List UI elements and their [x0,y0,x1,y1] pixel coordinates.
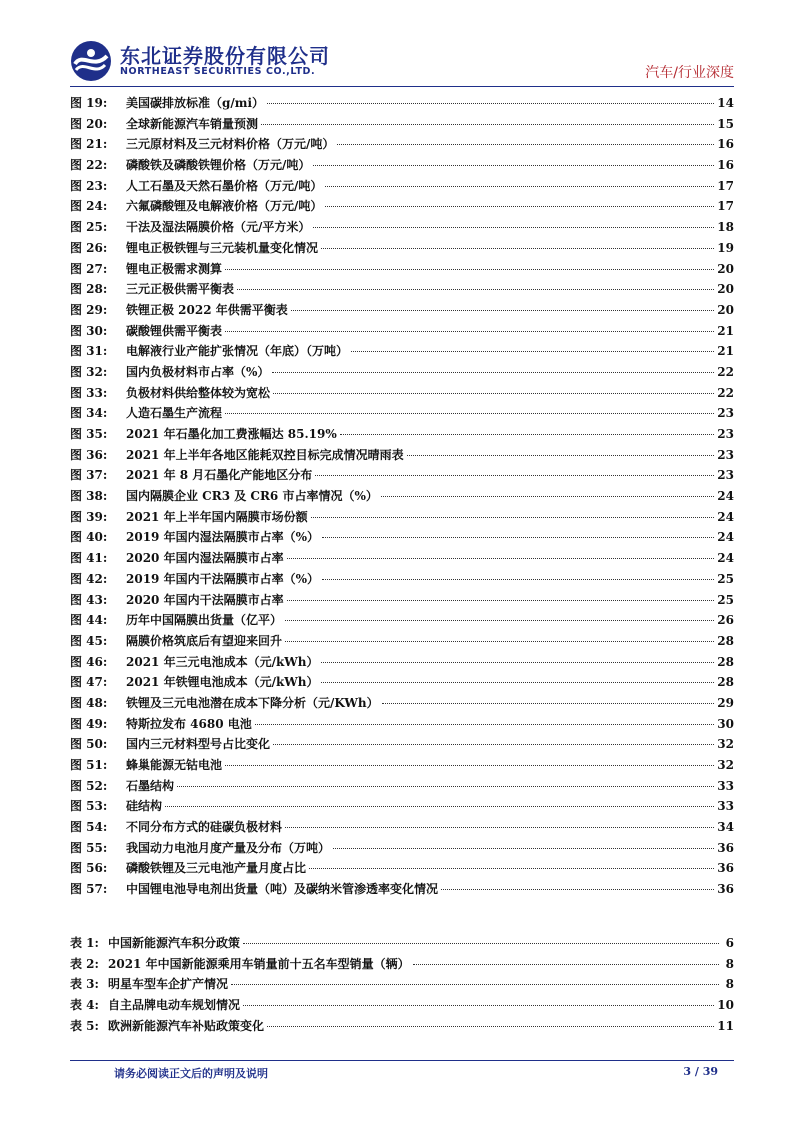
entry-label: 图 56: [70,861,108,876]
figure-entry[interactable] [70,363,734,384]
entry-label: 图 44: [70,613,108,628]
entry-page: 21 [717,323,734,338]
entry-title: 中国锂电池导电剂出货量（吨）及碳纳米管渗透率变化情况 [126,882,439,897]
entry-label: 图 36: [70,447,108,462]
entry-label: 图 25: [70,220,108,235]
entry-page: 16 [717,137,734,152]
entry-page: 23 [717,468,734,483]
dot-leader [177,786,714,787]
entry-title: 2021 年上半年各地区能耗双控目标完成情况晴雨表 [126,447,404,462]
dot-leader [413,964,719,965]
entry-label: 图 53: [70,799,108,814]
figure-entry[interactable] [70,570,734,591]
entry-page: 23 [717,447,734,462]
entry-label: 图 33: [70,385,108,400]
entry-title: 锂电正极铁锂与三元装机量变化情况 [126,240,319,255]
dot-leader [309,868,714,869]
dot-leader [237,289,714,290]
dot-leader [287,600,715,601]
entry-page: 25 [717,571,734,586]
figure-entry[interactable] [70,218,734,239]
figure-entry[interactable] [70,880,734,901]
entry-label: 图 48: [70,695,108,710]
entry-label: 图 21: [70,137,108,152]
figure-entry[interactable] [70,797,734,818]
entry-title: 国内三元材料型号占比变化 [126,737,271,752]
figure-entry[interactable] [70,735,734,756]
entry-page: 30 [717,716,734,731]
entry-title: 锂电正极需求测算 [126,261,223,276]
entry-title: 三元原材料及三元材料价格（万元/吨） [126,137,335,152]
table-entry[interactable] [70,955,734,976]
dot-leader [165,806,714,807]
entry-label: 图 49: [70,716,108,731]
dot-leader [231,984,719,985]
dot-leader [243,943,719,944]
entry-page: 19 [717,240,734,255]
entry-page: 23 [717,406,734,421]
entry-page: 20 [717,261,734,276]
dot-leader [287,558,715,559]
entry-label: 图 51: [70,758,108,772]
figure-entry[interactable] [70,508,734,529]
entry-title: 全球新能源汽车销量预测 [126,116,259,131]
entry-title: 磷酸铁锂及三元电池产量月度占比 [126,861,307,876]
entry-title: 2020 年国内干法隔膜市占率 [126,592,284,607]
entry-page: 36 [717,840,734,855]
entry-title: 磷酸铁及磷酸铁锂价格（万元/吨） [126,158,311,173]
figure-entry[interactable] [70,301,734,322]
entry-label: 图 29: [70,302,108,317]
dot-leader [285,620,714,621]
entry-title: 电解液行业产能扩张情况（年底）（万吨） [126,344,349,359]
entry-title: 2019 年国内干法隔膜市占率（%） [126,571,319,586]
dot-leader [407,455,715,456]
entry-label: 图 45: [70,633,108,648]
entry-page: 28 [717,675,734,690]
entry-label: 图 47: [70,675,108,690]
entry-label: 图 38: [70,489,108,504]
entry-page: 36 [717,882,734,897]
dot-leader [261,124,714,125]
dot-leader [313,165,714,166]
table-entry[interactable] [70,934,734,955]
figure-entry[interactable] [70,715,734,736]
entry-page: 32 [717,758,734,772]
dot-leader [337,144,714,145]
dot-leader [321,662,714,663]
entry-page: 34 [717,820,734,835]
entry-page: 16 [717,158,734,173]
entry-title: 六氟磷酸锂及电解液价格（万元/吨） [126,199,323,214]
entry-title: 碳酸锂供需平衡表 [126,323,223,338]
entry-page: 15 [717,116,734,131]
entry-title: 美国碳排放标准（g/mi） [126,96,265,110]
dot-leader [325,206,714,207]
entry-page: 26 [717,613,734,628]
entry-label: 表 2: [70,956,99,971]
entry-title: 干法及湿法隔膜价格（元/平方米） [126,220,311,235]
figure-entry[interactable] [70,549,734,570]
dot-leader [325,186,714,187]
entry-title: 隔膜价格筑底后有望迎来回升 [126,633,283,648]
entry-page: 33 [717,778,734,793]
entry-label: 图 20: [70,116,108,131]
figure-entry[interactable] [70,115,734,136]
figure-entry[interactable] [70,859,734,880]
entry-title: 2021 年 8 月石墨化产能地区分布 [126,468,313,483]
figure-list [70,94,734,901]
entry-title: 2020 年国内湿法隔膜市占率 [126,551,284,566]
entry-title: 不同分布方式的硅碳负极材料 [126,820,283,835]
entry-page: 22 [717,385,734,400]
entry-label: 图 39: [70,509,108,524]
dot-leader [321,248,714,249]
figure-entry[interactable] [70,756,734,777]
entry-page: 24 [717,530,734,545]
entry-page: 33 [717,799,734,814]
entry-label: 图 27: [70,261,108,276]
dot-leader [311,517,715,518]
entry-page: 8 [725,977,734,992]
entry-page: 14 [717,96,734,110]
report-category: 汽车/行业深度 [645,65,734,81]
entry-title: 2021 年三元电池成本（元/kWh） [126,654,319,669]
entry-page: 18 [717,220,734,235]
dot-leader [291,310,715,311]
entry-label: 图 24: [70,199,108,214]
figure-entry[interactable] [70,632,734,653]
figure-entry[interactable] [70,135,734,156]
dot-leader [340,434,715,435]
dot-leader [225,269,714,270]
entry-label: 表 1: [70,936,99,950]
dot-leader [381,496,714,497]
entry-title: 明星车型车企扩产情况 [108,977,229,992]
entry-label: 图 54: [70,820,108,835]
entry-page: 22 [717,364,734,379]
figure-entry[interactable] [70,260,734,281]
entry-label: 图 46: [70,654,108,669]
table-entry[interactable] [70,1017,734,1038]
entry-title: 2021 年中国新能源乘用车销量前十五名车型销量（辆） [108,956,410,971]
dot-leader [285,827,714,828]
figure-entry[interactable] [70,673,734,694]
entry-title: 2021 年石墨化加工费涨幅达 85.19% [126,427,337,441]
entry-title: 历年中国隔膜出货量（亿平） [126,613,283,628]
dot-leader [225,765,714,766]
dot-leader [267,103,714,104]
figure-entry[interactable] [70,528,734,549]
disclaimer-note: 请务必阅读正文后的声明及说明 [114,1067,268,1080]
entry-page: 11 [717,1018,734,1033]
figure-entry[interactable] [70,404,734,425]
page-header [70,38,734,84]
figure-entry[interactable] [70,342,734,363]
company-name-en: NORTHEAST SECURITIES CO.,LTD. [120,66,316,77]
header-divider [70,86,734,87]
figure-entry[interactable] [70,694,734,715]
entry-page: 21 [717,344,734,359]
dot-leader [243,1005,714,1006]
figure-entry[interactable] [70,177,734,198]
entry-label: 图 50: [70,737,108,752]
dot-leader [273,744,714,745]
entry-title: 人工石墨及天然石墨价格（万元/吨） [126,178,323,193]
figure-entry[interactable] [70,446,734,467]
entry-page: 20 [717,302,734,317]
entry-label: 图 26: [70,240,108,255]
footer-divider [70,1060,734,1061]
dot-leader [321,682,714,683]
entry-title: 自主品牌电动车规划情况 [108,998,241,1013]
entry-title: 国内负极材料市占率（%） [126,364,270,379]
entry-label: 图 23: [70,178,108,193]
entry-title: 2019 年国内湿法隔膜市占率（%） [126,530,319,545]
entry-page: 8 [725,956,734,971]
figure-entry[interactable] [70,322,734,343]
entry-page: 10 [717,998,734,1013]
entry-page: 17 [717,178,734,193]
entry-label: 表 5: [70,1018,99,1033]
entry-label: 图 37: [70,468,108,483]
dot-leader [272,372,714,373]
figure-entry[interactable] [70,384,734,405]
figure-entry[interactable] [70,280,734,301]
entry-label: 图 57: [70,882,108,897]
figure-entry[interactable] [70,818,734,839]
company-logo-icon [70,40,112,82]
page-number: 3 / 39 [683,1065,718,1078]
entry-title: 铁锂及三元电池潜在成本下降分析（元/KWh） [126,695,379,710]
dot-leader [322,537,714,538]
dot-leader [333,848,714,849]
entry-label: 图 43: [70,592,108,607]
entry-page: 28 [717,633,734,648]
entry-page: 24 [717,509,734,524]
figure-entry[interactable] [70,611,734,632]
entry-label: 图 31: [70,344,108,359]
dot-leader [225,331,714,332]
entry-label: 表 4: [70,998,99,1013]
entry-page: 28 [717,654,734,669]
figure-entry[interactable] [70,487,734,508]
figure-entry[interactable] [70,653,734,674]
entry-title: 石墨结构 [126,778,175,793]
entry-label: 图 19: [70,96,108,110]
figure-entry[interactable] [70,425,734,446]
entry-page: 20 [717,282,734,297]
entry-page: 24 [717,489,734,504]
figure-entry[interactable] [70,156,734,177]
dot-leader [273,393,714,394]
entry-label: 图 30: [70,323,108,338]
figure-entry[interactable] [70,591,734,612]
dot-leader [225,413,714,414]
figure-entry[interactable] [70,239,734,260]
entry-page: 25 [717,592,734,607]
figure-entry[interactable] [70,839,734,860]
entry-title: 特斯拉发布 4680 电池 [126,716,252,731]
entry-label: 图 41: [70,551,108,566]
entry-label: 图 42: [70,571,108,586]
dot-leader [382,703,715,704]
entry-title: 2021 年铁锂电池成本（元/kWh） [126,675,319,690]
entry-label: 图 28: [70,282,108,297]
dot-leader [351,351,714,352]
entry-label: 图 22: [70,158,108,173]
figure-entry[interactable] [70,197,734,218]
entry-label: 图 52: [70,778,108,793]
entry-page: 6 [725,936,734,950]
entry-page: 32 [717,737,734,752]
entry-title: 蜂巢能源无钴电池 [126,758,223,772]
entry-title: 欧洲新能源汽车补贴政策变化 [108,1018,265,1033]
entry-label: 图 55: [70,840,108,855]
entry-title: 负极材料供给整体较为宽松 [126,385,271,400]
entry-title: 铁锂正极 2022 年供需平衡表 [126,302,288,317]
entry-title: 人造石墨生产流程 [126,406,223,421]
entry-page: 36 [717,861,734,876]
figure-entry[interactable] [70,777,734,798]
dot-leader [322,579,714,580]
dot-leader [313,227,714,228]
dot-leader [255,724,715,725]
entry-page: 24 [717,551,734,566]
entry-title: 2021 年上半年国内隔膜市场份额 [126,509,308,524]
figure-entry[interactable] [70,94,734,115]
entry-title: 国内隔膜企业 CR3 及 CR6 市占率情况（%） [126,489,378,504]
entry-title: 中国新能源汽车积分政策 [108,936,241,950]
entry-title: 我国动力电池月度产量及分布（万吨） [126,840,331,855]
entry-page: 23 [717,427,734,441]
dot-leader [441,889,714,890]
entry-title: 硅结构 [126,799,163,814]
entry-label: 图 40: [70,530,108,545]
dot-leader [285,641,714,642]
dot-leader [267,1026,714,1027]
entry-page: 17 [717,199,734,214]
entry-label: 图 32: [70,364,108,379]
entry-label: 图 35: [70,427,108,441]
entry-label: 表 3: [70,977,99,992]
company-name-cn: 东北证券股份有限公司 [120,44,330,68]
dot-leader [315,475,714,476]
table-entry[interactable] [70,996,734,1017]
entry-page: 29 [717,695,734,710]
figure-entry[interactable] [70,466,734,487]
entry-label: 图 34: [70,406,108,421]
table-entry[interactable] [70,975,734,996]
table-list [70,934,734,1037]
entry-title: 三元正极供需平衡表 [126,282,235,297]
